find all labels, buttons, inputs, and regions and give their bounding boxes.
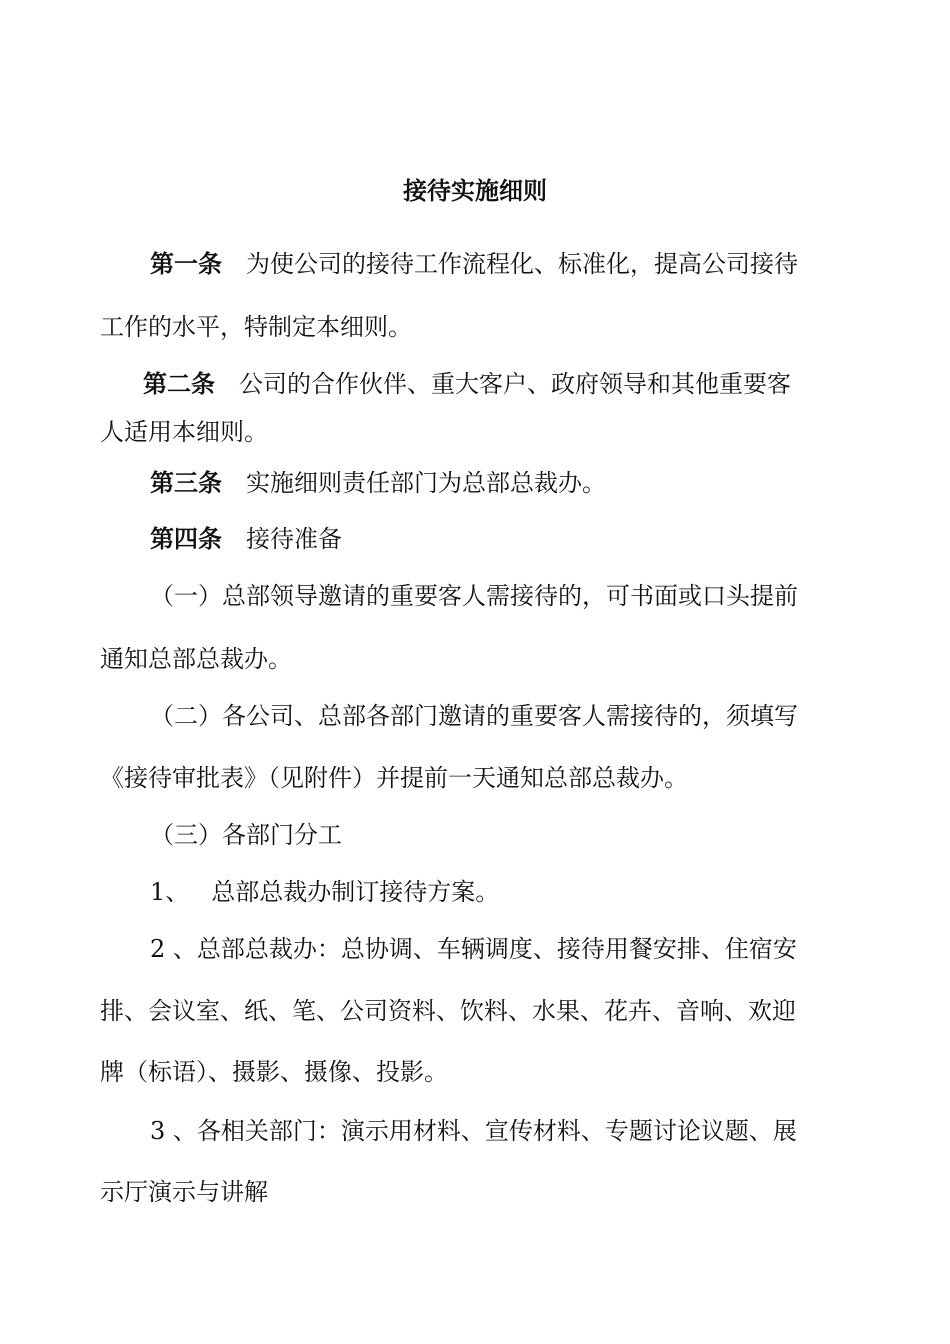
subitem-1 [150,876,499,908]
article-4-text: 接待准备 [246,525,342,553]
article-1 [150,248,798,280]
subitem-3-continuation: 示厅演示与讲解 [100,1178,268,1206]
article-2 [143,368,791,400]
article-3 [150,467,606,499]
subitem-2-text: 总部总裁办：总协调、车辆调度、接待用餐安排、住宿安 [196,935,797,963]
article-2-text: 公司的合作伙伴、重大客户、政府领导和其他重要客 [239,370,791,398]
subitem-3-text: 各相关部门：演示用材料、宣传材料、专题讨论议题、展 [196,1117,797,1145]
subitem-2-continuation-2: 牌（标语）、摄影、摄像、投影。 [100,1058,448,1086]
article-1-continuation: 工作的水平，特制定本细则。 [100,313,412,341]
subitem-3-number: 3 、 [150,1117,197,1145]
subitem-1-number: 1、 [150,878,190,906]
subitem-2-continuation-1: 排、会议室、纸、笔、公司资料、饮料、水果、花卉、音响、欢迎 [100,997,796,1025]
item-2-continuation: 《接待审批表》（见附件）并提前一天通知总部总裁办。 [100,764,688,792]
item-1: （一）总部领导邀请的重要客人需接待的，可书面或口头提前 [150,582,798,610]
document-title: 接待实施细则 [403,177,547,205]
article-1-text: 为使公司的接待工作流程化、标准化，提高公司接待 [246,250,798,278]
article-1-label: 第一条 [150,250,222,278]
subitem-1-text: 总部总裁办制订接待方案。 [211,878,500,906]
item-3: （三）各部门分工 [150,821,342,849]
subitem-3 [150,1115,797,1147]
subitem-2-number: 2 、 [150,935,197,963]
item-1-continuation: 通知总部总裁办。 [100,645,292,673]
article-4 [150,523,342,555]
article-3-text: 实施细则责任部门为总部总裁办。 [246,469,606,497]
item-2: （二）各公司、总部各部门邀请的重要客人需接待的，须填写 [150,702,798,730]
article-4-label: 第四条 [150,525,222,553]
article-3-label: 第三条 [150,469,222,497]
article-2-label: 第二条 [143,370,215,398]
article-2-continuation: 人适用本细则。 [100,418,268,446]
subitem-2 [150,933,797,965]
